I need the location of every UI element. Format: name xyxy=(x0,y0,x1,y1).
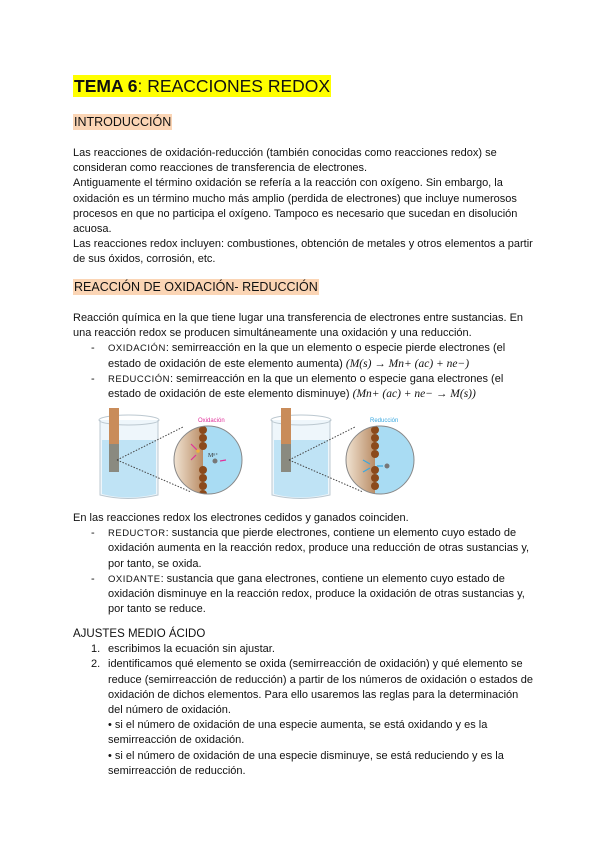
intro-paragraph: Antiguamente el término oxidación se refería a la reacción con oxígeno. Sin embargo, la oxidación es un término mucho más amplio (perdida de electrones) que incluye numerosos procesos en que no participa el oxígeno. Tampoco es necesario que sucedan en disolución acuosa. xyxy=(73,177,518,236)
term: OXIDANTE xyxy=(108,573,161,585)
equation: (Mn+ (ac) + ne− → M(s)) xyxy=(352,388,476,401)
intro-paragraph: Las reacciones de oxidación-reducción (también conocidas como reacciones redox) se consideran como reacciones de transferencia de electrones. xyxy=(73,147,497,175)
term: REDUCTOR xyxy=(108,528,166,540)
step-number: 1. xyxy=(91,643,101,656)
list-item: - REDUCTOR: sustancia que pierde electrones, contiene un elemento cuyo estado de oxidación aumenta en la reacción redox, produce una reducción de otras sustancias y, por tanto, se oxida. xyxy=(91,527,530,570)
redox-heading xyxy=(73,279,535,296)
page-title xyxy=(73,75,535,97)
bullet: • si el número de oxidación de una especie aumenta, se está oxidando y es la semirreacción de oxidación. xyxy=(108,719,488,747)
ajustes-steps xyxy=(73,642,535,779)
step-text: escribimos la ecuación sin ajustar. xyxy=(108,643,275,656)
step xyxy=(73,642,535,657)
step-text: identificamos qué elemento se oxida (semirreacción de oxidación) y qué elemento se reduce (semirreacción de reducción) a partir de los números de oxidación o estados de oxidación de dichos elementos. Para ello usaremos las reglas para la determinación del número de oxidación. xyxy=(108,658,533,717)
zoom-circle-reduction xyxy=(345,418,415,495)
term: REDUCCIÓN xyxy=(108,373,171,385)
redox-paragraph-2: En las reacciones redox los electrones cedidos y ganados coinciden. xyxy=(73,512,409,524)
bullet: • si el número de oxidación de una especie disminuye, se está reduciendo y es la semirreacción de reducción. xyxy=(108,749,504,777)
ion-label: Mⁿ⁺ xyxy=(208,453,219,459)
definition: : semirreacción en la que un elemento o especie pierde electrones (el estado de oxidación de este elemento aumenta) xyxy=(108,342,506,370)
redox-body xyxy=(73,311,535,402)
step-number: 2. xyxy=(91,658,101,671)
reduction-label: Reducción xyxy=(370,418,399,424)
agent-definitions xyxy=(73,526,535,617)
reductor-oxidante xyxy=(73,511,535,617)
intro-heading xyxy=(73,114,535,131)
intro-paragraph: Las reacciones redox incluyen: combustiones, obtención de metales y otros elementos a partir de sus óxidos, corrosión, etc. xyxy=(73,238,533,266)
redox-heading-text: REACCIÓN DE OXIDACIÓN- REDUCCIÓN xyxy=(74,280,318,294)
redox-paragraph: Reacción química en la que tiene lugar una transferencia de electrones entre sustancias. En una reacción redox se producen simultáneamente una oxidación y una reducción. xyxy=(73,312,524,340)
step xyxy=(73,657,535,779)
equation: (M(s) → Mn+ (ac) + ne−) xyxy=(345,357,470,370)
definition: : semirreacción en la que un elemento o especie gana electrones (el estado de oxidación de este elemento disminuye) xyxy=(108,372,504,401)
intro-heading-text: INTRODUCCIÓN xyxy=(74,115,172,129)
list-item: - REDUCCIÓN: semirreacción en la que un elemento o especie gana electrones (el estado de oxidación de este elemento disminuye) (Mn+ (ac) + ne− → M(s)) xyxy=(91,372,504,401)
intro-body xyxy=(73,146,535,268)
redox-definitions xyxy=(73,341,535,402)
ajustes-section xyxy=(73,627,535,779)
definition: : sustancia que pierde electrones, contiene un elemento cuyo estado de oxidación aumenta en la reacción redox, produce una reducción de otras sustancias y, por tanto, se oxida. xyxy=(108,527,530,570)
zoom-circle-oxidation xyxy=(173,418,243,498)
redox-figure xyxy=(73,400,473,505)
title-bold: TEMA 6 xyxy=(74,76,138,96)
title-rest: : REACCIONES REDOX xyxy=(137,76,331,96)
list-item: - OXIDANTE: sustancia que gana electrones, contiene un elemento cuyo estado de oxidación disminuye en la reacción redox, produce la oxidación de otras sustancias y, por tanto se reduce. xyxy=(91,572,525,616)
oxidation-label: Oxidación xyxy=(198,418,225,424)
definition: : sustancia que gana electrones, contiene un elemento cuyo estado de oxidación disminuye en la reacción redox, produce la oxidación de otras sustancias y, por tanto se reduce. xyxy=(108,572,525,616)
ajustes-heading: AJUSTES MEDIO ÁCIDO xyxy=(73,628,206,640)
term: OXIDACIÓN xyxy=(108,343,166,355)
list-item: - OXIDACIÓN: semirreacción en la que un elemento o especie pierde electrones (el estado de oxidación de este elemento aumenta) (M(s) → Mn+ (ac) + ne−) xyxy=(91,342,506,370)
